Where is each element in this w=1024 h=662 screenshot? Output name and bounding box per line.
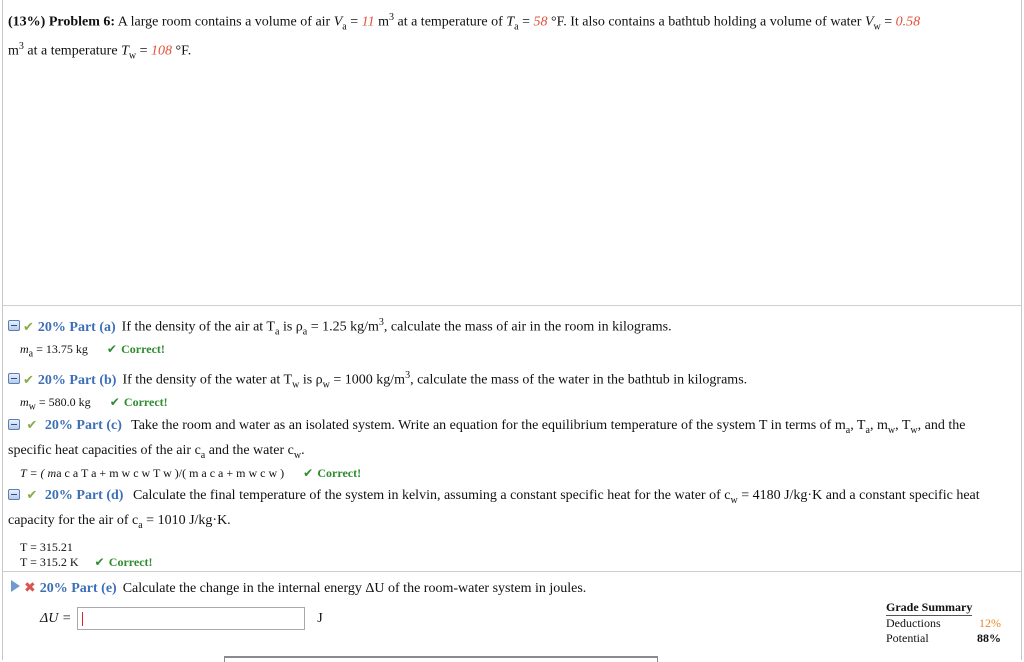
- check-icon: ✔: [23, 372, 34, 388]
- check-icon: ✔: [26, 418, 38, 433]
- collapse-toggle-icon[interactable]: [8, 373, 20, 384]
- part-e-question: Calculate the change in the internal energy ΔU of the room-water system in joules.: [122, 581, 587, 596]
- collapse-toggle-icon[interactable]: [8, 320, 20, 331]
- given-Ta: 58: [533, 14, 548, 30]
- part-a-question: If the density of the air at $T_a$ is $\rho_a = 1.25$ $kg/m^3$, calculate the mass of air in the room in kilograms.: [121, 317, 672, 338]
- part-e-answer-row: [40, 607, 323, 630]
- answer-input-label: ΔU =: [40, 610, 72, 626]
- part-c-label: 20% Part (c): [44, 418, 122, 433]
- correct-badge: ✔ Correct!: [95, 555, 153, 569]
- part-b: [8, 366, 1010, 415]
- check-icon: ✔: [26, 488, 38, 503]
- collapse-toggle-icon[interactable]: [8, 489, 20, 500]
- text-caret: [82, 612, 83, 626]
- part-e-label: 20% Part (e): [39, 581, 117, 596]
- incorrect-icon: ✖: [24, 580, 36, 596]
- part-d-answer: T = 315.21 T = 315.2 K✔ Correct!: [20, 540, 1010, 570]
- part-a-answer: $m_a = 13.75$ kg ✔ Correct!: [20, 342, 1010, 361]
- potential-value: 88%: [977, 631, 1001, 645]
- part-e: [8, 578, 1010, 599]
- deductions-row: Deductions 12%: [886, 616, 1001, 630]
- potential-row: Potential 88%: [886, 631, 1001, 645]
- collapse-toggle-icon[interactable]: [8, 419, 20, 430]
- part-a: [8, 313, 1010, 362]
- answer-input[interactable]: [77, 607, 305, 630]
- problem-statement: (13%) Problem 6: A large room contains a volume of air $V_a = 11$ $m^3$ at a temperature of $T_a = 58$ °F. It also contains a bathtub holding a volume of water $V_w = 0.58$ $m^3$ at a temperature $T_w = 108$ °F.: [8, 12, 921, 62]
- grade-summary-title: Grade Summary: [886, 600, 973, 614]
- problem-weight: (13%): [8, 14, 46, 30]
- grade-summary: [886, 600, 1001, 646]
- check-icon: ✔: [23, 319, 34, 335]
- keypad-table-edge: [224, 656, 658, 662]
- part-c: [8, 416, 1010, 481]
- part-c-question: Take the room and water as an isolated system. Write an equation for the equilibrium temperature of the system T in terms of $m_a$, $T_a$, $m_w$, $T_w$, and the specific heat capacities of the air $c_a$ and the water $c_w$.: [8, 418, 966, 461]
- given-Va: 11: [361, 14, 375, 30]
- answer-unit: J: [317, 610, 323, 626]
- part-b-question: If the density of the water at $T_w$ is $\rho_w = 1000$ $kg/m^3$, calculate the mass of the water in the bathtub in kilograms.: [122, 370, 748, 391]
- deductions-value: 12%: [979, 616, 1001, 630]
- part-b-label: 20% Part (b): [37, 372, 117, 388]
- divider: [2, 305, 1022, 306]
- expand-arrow-icon[interactable]: [11, 580, 20, 592]
- correct-badge: ✔ Correct!: [107, 342, 165, 356]
- given-Tw: 108: [151, 44, 172, 60]
- correct-badge: ✔ Correct!: [303, 466, 361, 480]
- part-d-label: 20% Part (d): [44, 488, 124, 503]
- correct-badge: ✔ Correct!: [110, 395, 168, 409]
- divider: [2, 571, 1022, 572]
- part-b-answer: $m_w = 580.0$ kg ✔ Correct!: [20, 395, 1010, 414]
- given-Vw: 0.58: [895, 14, 921, 30]
- part-c-answer: T = ( ma c a T a + m w c w T w )/( m a c a + m w c w ) ✔ Correct!: [20, 466, 1010, 481]
- part-d-question: Calculate the final temperature of the system in kelvin, assuming a constant specific heat for the water of $c_w = 4180$ J/kg·K and a constant specific heat capacity for the air of $c_a = 1010$ J/kg·K.: [8, 488, 980, 531]
- part-d: [8, 486, 1010, 570]
- part-a-label: 20% Part (a): [37, 319, 116, 335]
- problem-title: Problem 6:: [48, 14, 116, 30]
